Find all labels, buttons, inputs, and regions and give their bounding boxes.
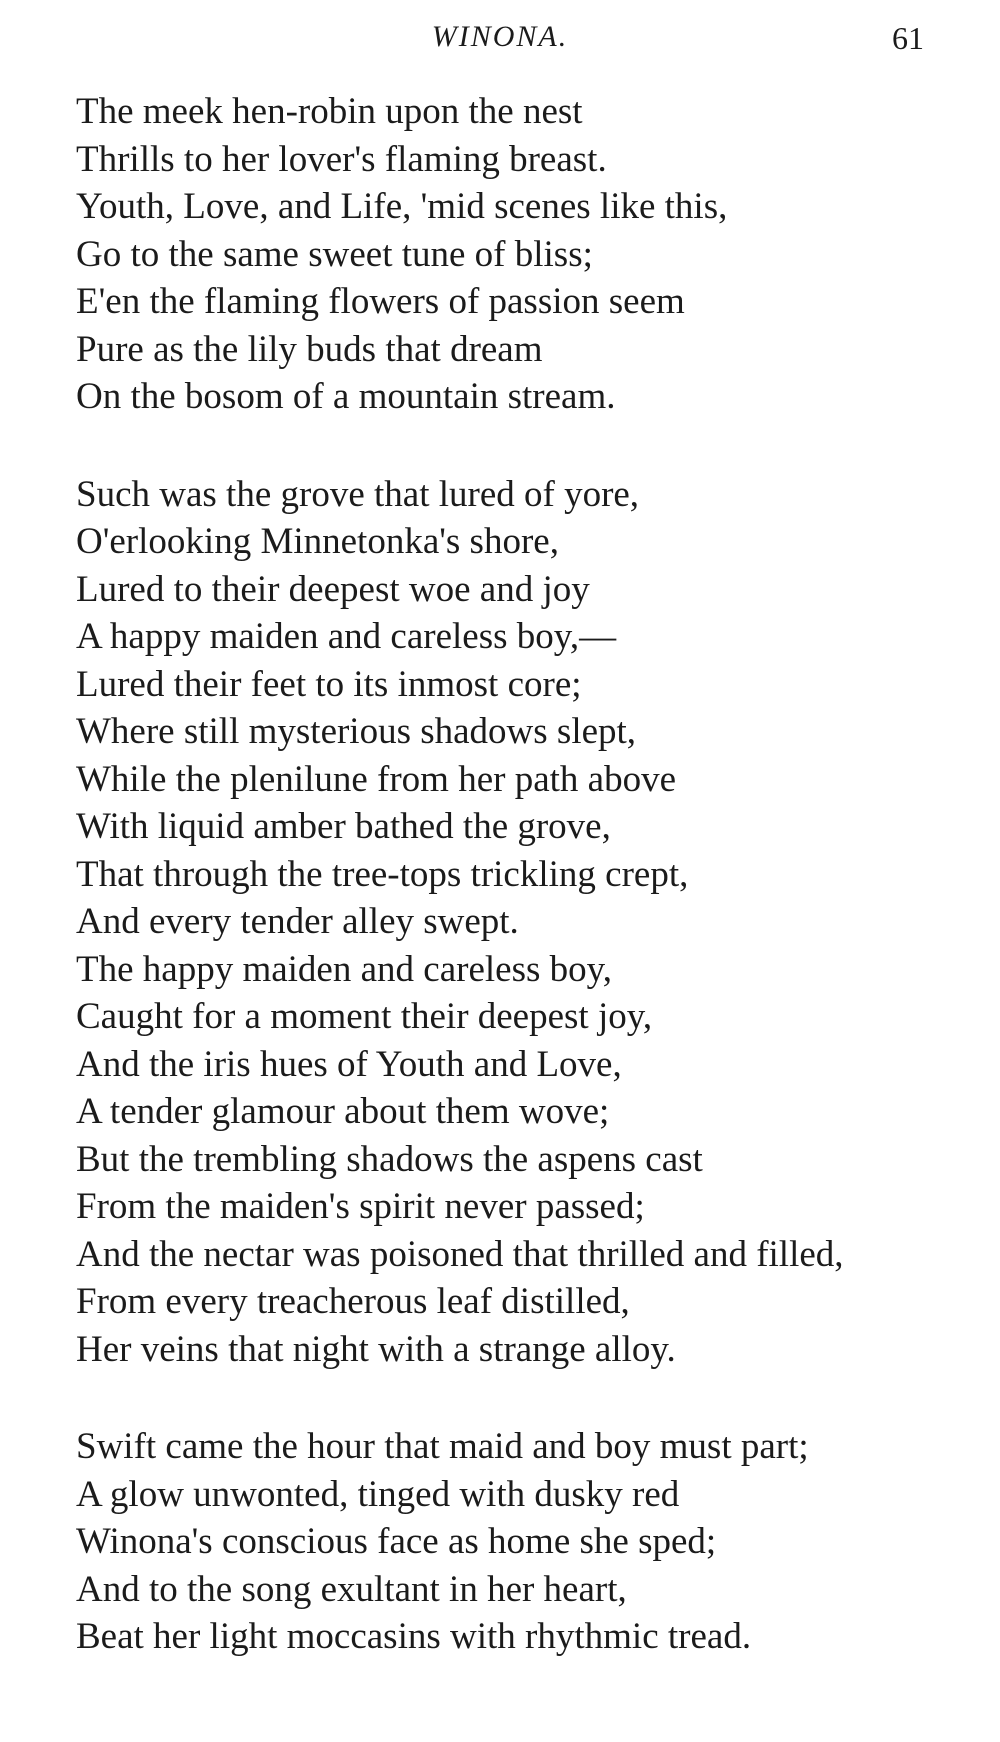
poem-line: Thrills to her lover's flaming breast. xyxy=(76,138,607,180)
poem-line: But the trembling shadows the aspens cast xyxy=(76,1138,703,1180)
poem-line: Caught for a moment their deepest joy, xyxy=(76,996,653,1037)
poem-line: A glow unwonted, tinged with dusky red xyxy=(76,1473,680,1515)
poem-body xyxy=(76,88,956,1661)
poem-line: Lured to their deepest woe and joy xyxy=(76,568,590,610)
running-title: WINONA. xyxy=(431,20,569,53)
poem-line: Her veins that night with a strange alloy. xyxy=(76,1328,676,1370)
poem-line: The meek hen-robin upon the nest xyxy=(76,91,583,132)
poem-line: Winona's conscious face as home she sped; xyxy=(76,1521,717,1562)
poem-line: E'en the flaming flowers of passion seem xyxy=(76,281,685,322)
poem-line: And the nectar was poisoned that thrilled and filled, xyxy=(76,1233,844,1275)
stanza-2 xyxy=(76,471,956,1374)
poem-line: Such was the grove that lured of yore, xyxy=(76,473,640,515)
poem-line: A happy maiden and careless boy,— xyxy=(76,616,617,657)
poem-line: O'erlooking Minnetonka's shore, xyxy=(76,521,559,562)
poem-line: Lured their feet to its inmost core; xyxy=(76,663,582,705)
stanza-3 xyxy=(76,1423,956,1661)
page-number: 61 xyxy=(892,20,924,56)
poem-line: Swift came the hour that maid and boy must part; xyxy=(76,1426,809,1467)
poem-line: Where still mysterious shadows slept, xyxy=(76,711,637,752)
poem-line: With liquid amber bathed the grove, xyxy=(76,806,611,847)
poem-line: From the maiden's spirit never passed; xyxy=(76,1186,645,1227)
poem-line: Go to the same sweet tune of bliss; xyxy=(76,233,593,275)
poem-line: That through the tree-tops trickling crept, xyxy=(76,853,689,895)
poem-line: Youth, Love, and Life, 'mid scenes like this, xyxy=(76,186,728,227)
poem-line: Pure as the lily buds that dream xyxy=(76,328,543,370)
poem-line: On the bosom of a mountain stream. xyxy=(76,376,616,417)
poem-line: And the iris hues of Youth and Love, xyxy=(76,1043,622,1085)
poem-line: Beat her light moccasins with rhythmic tread. xyxy=(76,1616,752,1657)
poem-line: And to the song exultant in her heart, xyxy=(76,1568,627,1610)
running-header xyxy=(0,20,1000,60)
poem-line: And every tender alley swept. xyxy=(76,901,519,942)
poem-line: While the plenilune from her path above xyxy=(76,758,677,800)
poem-line: From every treacherous leaf distilled, xyxy=(76,1281,630,1322)
poem-line: A tender glamour about them wove; xyxy=(76,1091,610,1132)
poem-line: The happy maiden and careless boy, xyxy=(76,948,612,990)
stanza-1 xyxy=(76,88,956,421)
